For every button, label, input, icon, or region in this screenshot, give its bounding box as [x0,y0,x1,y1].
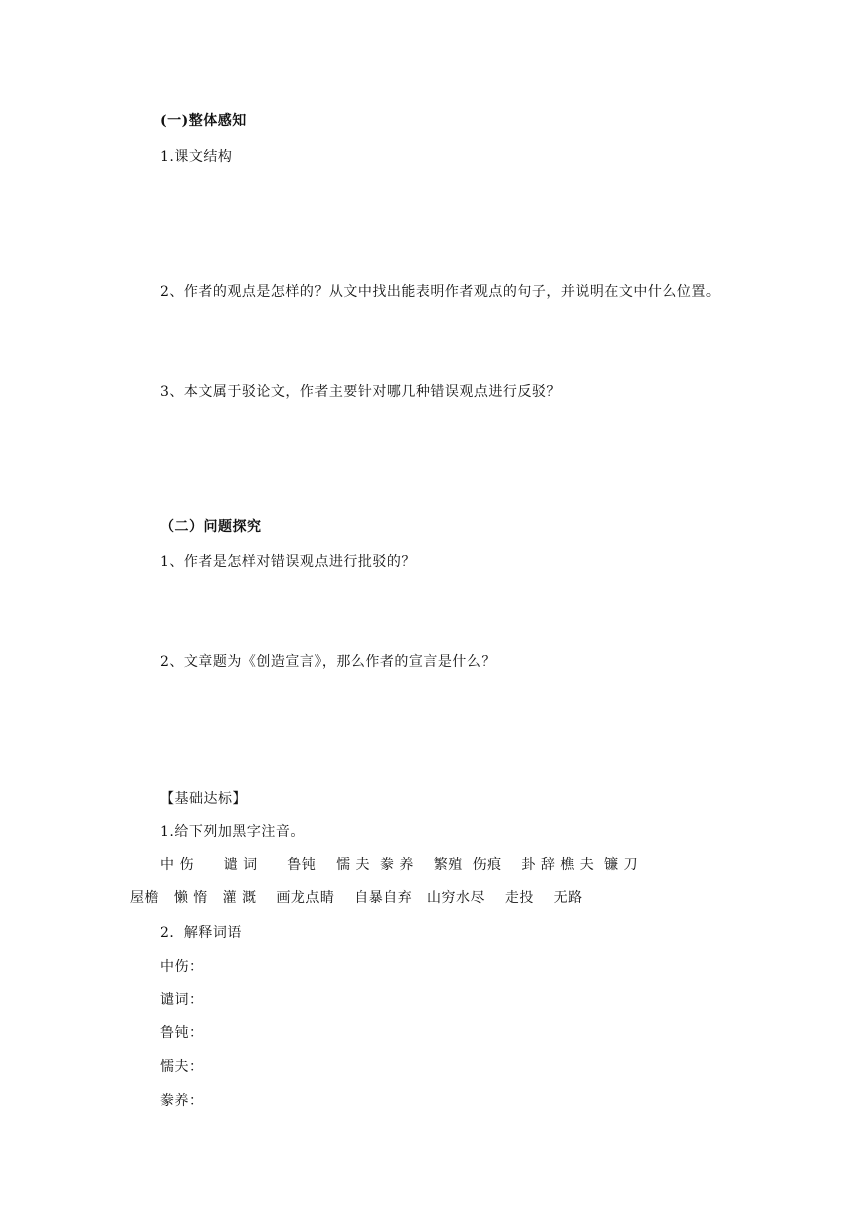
question-refutation-method: 1、作者是怎样对错误观点进行批驳的？ [160,554,416,570]
term-item: 中伤： [160,959,204,975]
term-item: 豢养： [160,1093,204,1109]
term-item: 谴词： [160,992,204,1008]
question-course-structure: 1.课文结构 [160,149,233,165]
task-explain-words: 2．解释词语 [160,925,242,941]
word-list-line-2: 屋檐 懒 惰 灌 溉 画龙点睛 自暴自弃 山穷水尽 走投 无路 [130,890,583,906]
section3-title: 【基础达标】 [160,791,247,807]
question-refuted-views: 3、本文属于驳论文，作者主要针对哪几种错误观点进行反驳？ [160,384,561,400]
section2-title: （二）问题探究 [160,519,262,535]
term-item: 鲁钝： [160,1025,204,1041]
question-author-view: 2、作者的观点是怎样的？从文中找出能表明作者观点的句子，并说明在文中什么位置。 [160,284,721,300]
term-item: 懦夫： [160,1059,204,1075]
question-declaration: 2、文章题为《创造宣言》，那么作者的宣言是什么？ [160,654,496,670]
task-phonetic: 1.给下列加黑字注音。 [160,824,305,840]
word-list-line-1: 中 伤 谴 词 鲁钝 懦 夫 豢 养 繁殖 伤痕 卦 辞 樵 夫 镰 刀 [160,857,639,873]
section1-title: (一)整体感知 [160,113,247,129]
